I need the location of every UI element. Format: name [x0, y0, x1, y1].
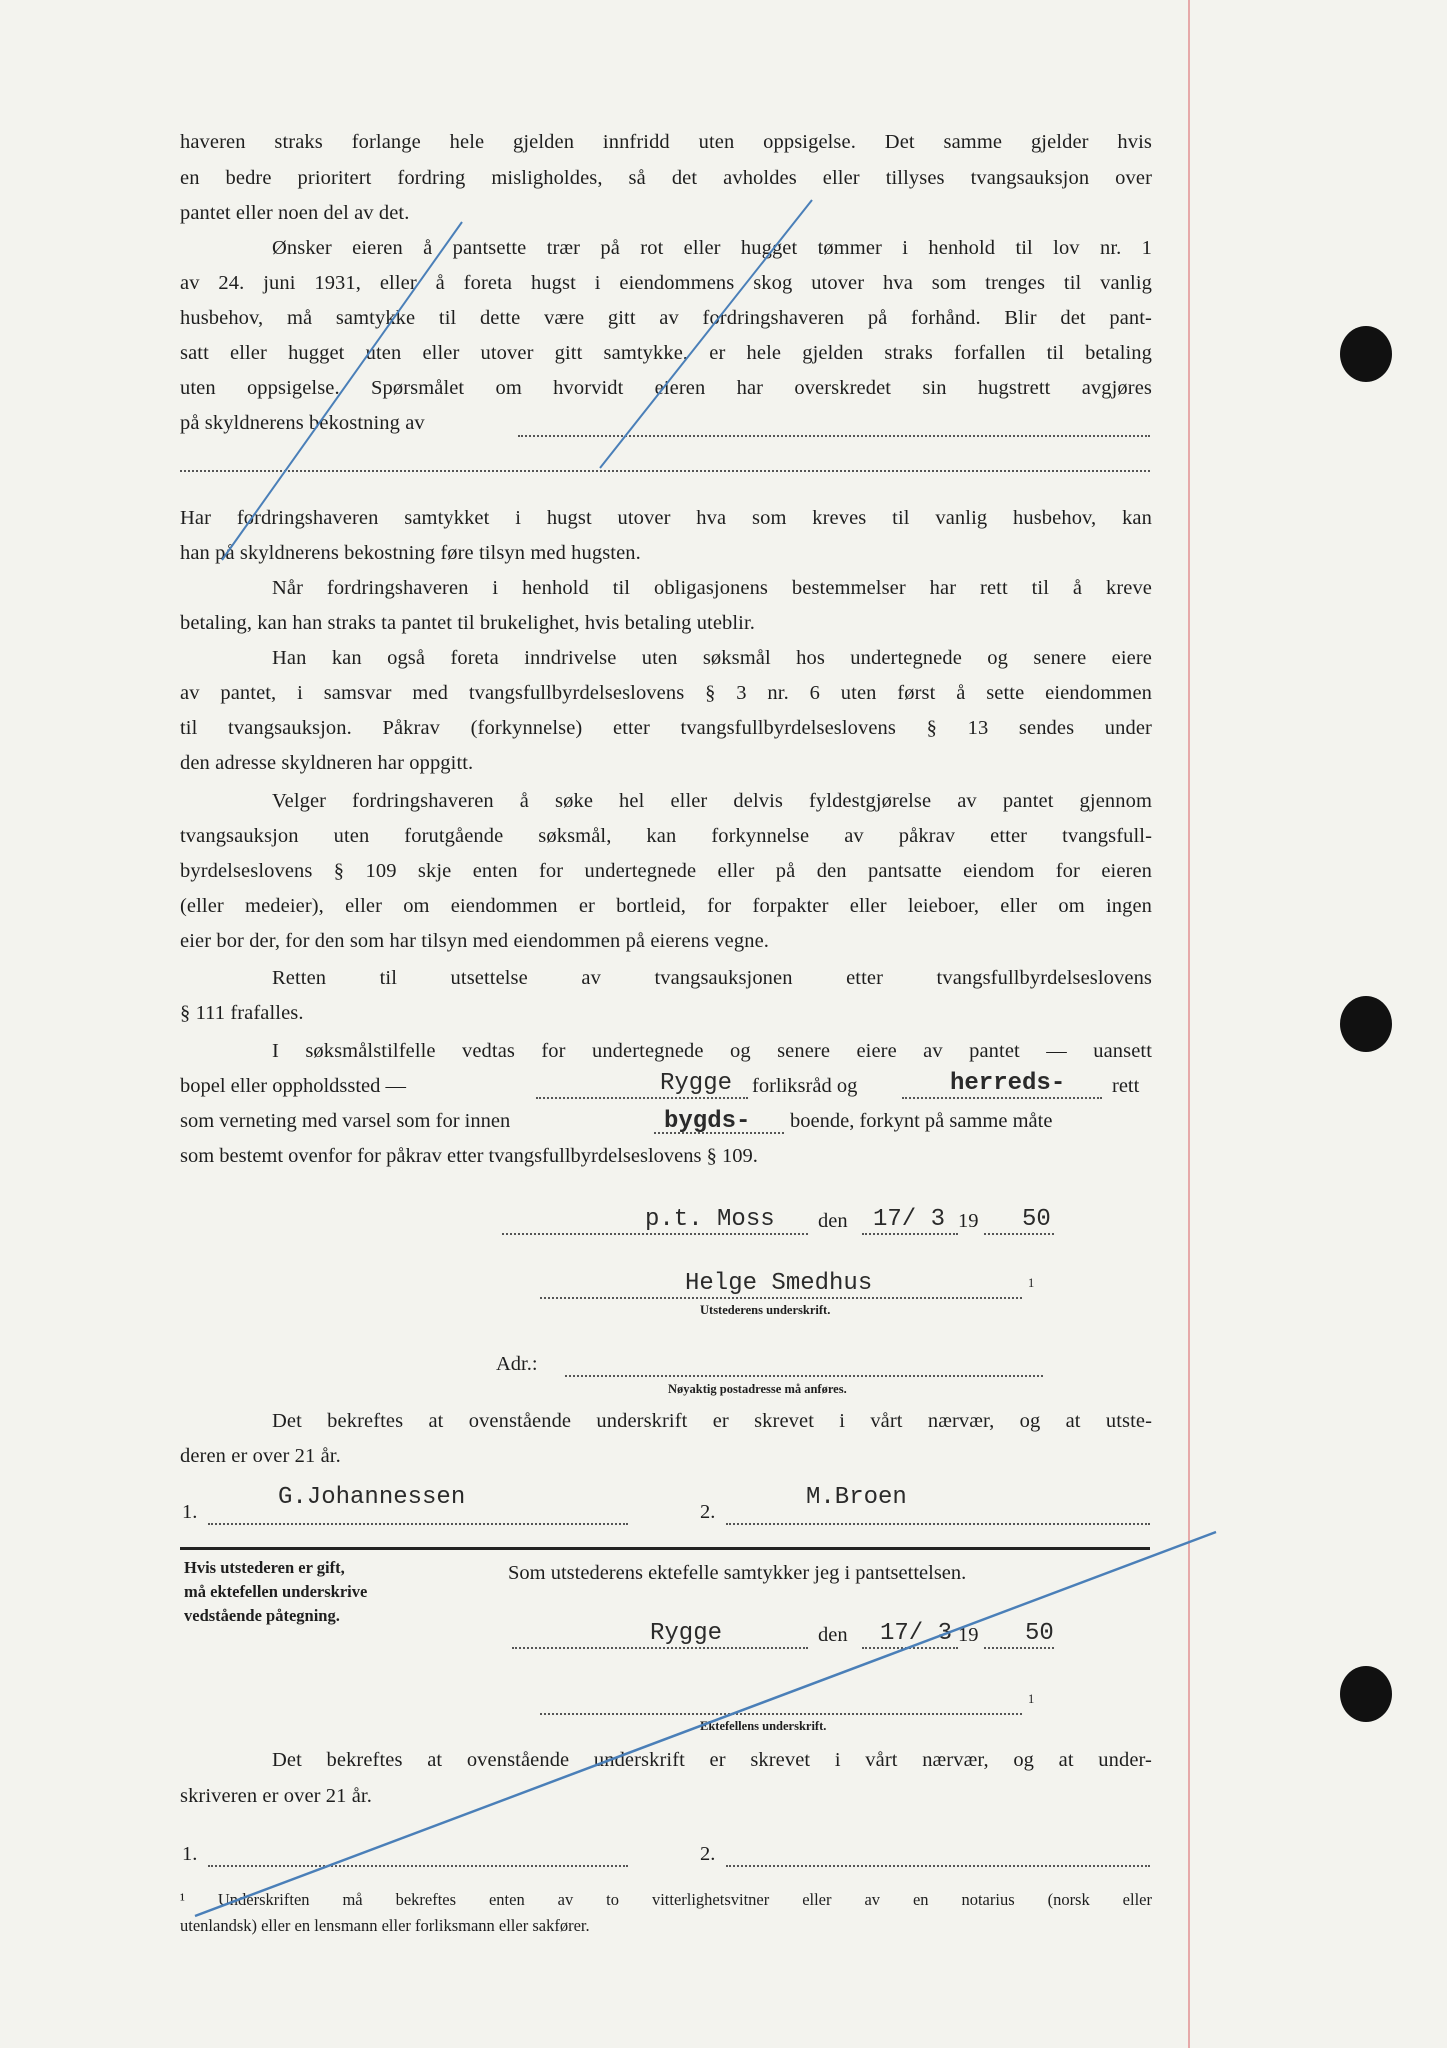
witness-signature: G.Johannessen: [278, 1484, 466, 1511]
body-line: Han kan også foreta inndrivelse uten søksmål hos undertegnede og senere eiere: [272, 647, 1152, 669]
body-line: tvangsauksjon uten forutgående søksmål, kan forkynnelse av påkrav etter tvangsfull-: [180, 825, 1152, 847]
footnote-ref: 1: [1028, 1692, 1035, 1706]
year-prefix: 19: [958, 1210, 979, 1232]
body-line: byrdelseslovens § 109 skje enten for undertegnede eller på den pantsatte eiendom for eieren: [180, 860, 1152, 882]
date-value: 17/ 3: [873, 1206, 946, 1233]
spouse-year-prefix: 19: [958, 1624, 979, 1646]
place-value: p.t. Moss: [645, 1206, 775, 1233]
den-label: den: [818, 1210, 848, 1232]
forliksrad-value: Rygge: [660, 1070, 733, 1097]
spouse-den-label: den: [818, 1624, 848, 1646]
spouse-date-value: 17/ 3: [880, 1620, 953, 1647]
body-line: betaling, kan han straks ta pantet til brukelighet, hvis betaling uteblir.: [180, 612, 756, 634]
body-line: en bedre prioritert fordring misligholdes, så det avholdes eller tillyses tvangsauksjon over: [180, 167, 1152, 189]
issuer-caption: Utstederens underskrift.: [700, 1303, 831, 1317]
address-caption: Nøyaktig postadresse må anføres.: [668, 1382, 847, 1396]
footnote-text: utenlandsk) eller en lensmann eller forliksmann eller sakfører.: [180, 1916, 590, 1935]
witness-text: deren er over 21 år.: [180, 1445, 341, 1467]
spouse-place-value: Rygge: [650, 1620, 723, 1647]
pen-cancel-stroke: [222, 222, 462, 560]
body-line: uten oppsigelse. Spørsmålet om hvorvidt eieren har overskredet sin hugstrett avgjøres: [180, 377, 1152, 399]
address-label: Adr.:: [496, 1353, 538, 1375]
spouse-consent: Som utstederens ektefelle samtykker jeg i pantsettelsen.: [508, 1562, 967, 1584]
venue-text: forliksråd og: [752, 1075, 858, 1097]
body-line: Når fordringshaveren i henhold til obligasjonens bestemmelser har rett til å kreve: [272, 577, 1152, 599]
footnote-text: ¹ Underskriften må bekreftes enten av to vitterlighetsvitner eller av en notarius (norsk eller: [180, 1890, 1152, 1909]
witness-signature: M.Broen: [806, 1484, 907, 1511]
side-note-line: vedstående påtegning.: [184, 1606, 340, 1625]
body-line: Retten til utsettelse av tvangsauksjonen etter tvangsfullbyrdelseslovens: [272, 967, 1152, 989]
body-line: I søksmålstilfelle vedtas for undertegnede og senere eiere av pantet — uansett: [272, 1040, 1152, 1062]
spouse-year-value: 50: [1025, 1620, 1054, 1647]
pen-cancel-stroke: [600, 200, 812, 468]
witness-number: 1.: [182, 1843, 198, 1865]
body-line: Har fordringshaveren samtykket i hugst utover hva som kreves til vanlig husbehov, kan: [180, 507, 1152, 529]
body-line: av 24. juni 1931, eller å foreta hugst i eiendommens skog utover hva som trenges til vanlig: [180, 272, 1152, 294]
issuer-signature: Helge Smedhus: [685, 1270, 873, 1297]
body-line: eier bor der, for den som har tilsyn med eiendommen på eierens vegne.: [180, 930, 769, 952]
witness-number: 2.: [700, 1501, 716, 1523]
body-line: Ønsker eieren å pantsette trær på rot eller hugget tømmer i henhold til lov nr. 1: [272, 237, 1152, 259]
footnote-ref: 1: [1028, 1276, 1035, 1290]
year-value: 50: [1022, 1206, 1051, 1233]
body-line: av pantet, i samsvar med tvangsfullbyrdelseslovens § 3 nr. 6 uten først å sette eiendommen: [180, 682, 1152, 704]
body-line: Velger fordringshaveren å søke hel eller delvis fyldestgjørelse av pantet gjennom: [272, 790, 1152, 812]
venue-text: som bestemt ovenfor for påkrav etter tvangsfullbyrdelseslovens § 109.: [180, 1145, 758, 1167]
body-line: den adresse skyldneren har oppgitt.: [180, 752, 474, 774]
body-line: § 111 frafalles.: [180, 1002, 304, 1024]
body-line: husbehov, må samtykke til dette være gitt av fordringshaveren på forhånd. Blir det pant-: [180, 307, 1152, 329]
side-note-line: må ektefellen underskrive: [184, 1582, 368, 1601]
spouse-caption: Ektefellens underskrift.: [700, 1719, 827, 1733]
venue-text: bopel eller oppholdssted —: [180, 1075, 407, 1097]
body-line: (eller medeier), eller om eiendommen er bortleid, for forpakter eller leieboer, eller om ingen: [180, 895, 1152, 917]
witness-number: 1.: [182, 1501, 198, 1523]
venue-text: boende, forkynt på samme måte: [790, 1110, 1053, 1132]
venue-text: som verneting med varsel som for innen: [180, 1110, 511, 1132]
witness-text: Det bekreftes at ovenstående underskrift er skrevet i vårt nærvær, og at under-: [272, 1749, 1152, 1771]
body-line: på skyldnerens bekostning av: [180, 412, 425, 434]
side-note-line: Hvis utstederen er gift,: [184, 1558, 345, 1577]
pen-cancel-stroke: [195, 1532, 1216, 1916]
body-line: pantet eller noen del av det.: [180, 202, 410, 224]
witness-text: Det bekreftes at ovenstående underskrift er skrevet i vårt nærvær, og at utste-: [272, 1410, 1152, 1432]
innen-value: bygds-: [664, 1108, 751, 1135]
body-line: han på skyldnerens bekostning føre tilsyn med hugsten.: [180, 542, 641, 564]
witness-number: 2.: [700, 1843, 716, 1865]
venue-text: rett: [1112, 1075, 1140, 1097]
body-line: satt eller hugget uten eller utover gitt samtykke, er hele gjelden straks forfallen til betaling: [180, 342, 1152, 364]
witness-text: skriveren er over 21 år.: [180, 1785, 372, 1807]
rett-value: herreds-: [950, 1070, 1066, 1097]
body-line: til tvangsauksjon. Påkrav (forkynnelse) etter tvangsfullbyrdelseslovens § 13 sendes under: [180, 717, 1152, 739]
body-line: haveren straks forlange hele gjelden innfridd uten oppsigelse. Det samme gjelder hvis: [180, 131, 1152, 153]
